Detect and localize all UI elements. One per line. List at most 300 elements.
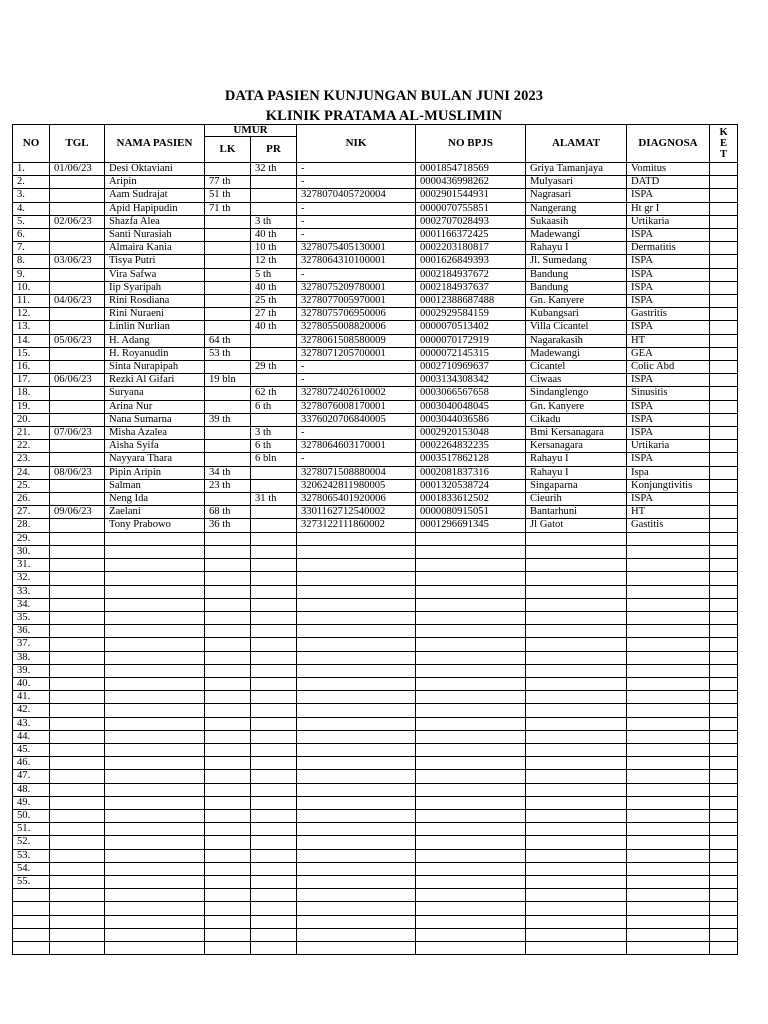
cell-nik: 3278077005970001 [297,295,416,308]
cell-tgl: 06/06/23 [50,374,105,387]
cell-alamat [526,823,627,836]
cell-umur-pr [251,677,297,690]
cell-nik [297,625,416,638]
table-row [13,611,738,624]
cell-diagnosa: ISPA [627,229,710,242]
cell-umur-lk [205,545,251,558]
cell-umur-pr [251,638,297,651]
cell-umur-pr: 6 th [251,440,297,453]
cell-nama-pasien [105,598,205,611]
cell-no-bpjs: 0002929584159 [416,308,526,321]
cell-umur-pr: 29 th [251,361,297,374]
cell-no-bpjs [416,585,526,598]
cell-umur-pr [251,770,297,783]
table-row [13,572,738,585]
cell-alamat [526,611,627,624]
cell-no-bpjs [416,915,526,928]
cell-nik [297,875,416,888]
cell-no-bpjs [416,849,526,862]
cell-ket [710,545,738,558]
cell-tgl [50,559,105,572]
cell-alamat [526,836,627,849]
cell-diagnosa [627,743,710,756]
cell-ket [710,875,738,888]
cell-no [13,915,50,928]
cell-umur-lk [205,691,251,704]
cell-umur-lk [205,308,251,321]
cell-umur-pr [251,743,297,756]
cell-ket [710,757,738,770]
cell-tgl: 09/06/23 [50,506,105,519]
cell-nik [297,611,416,624]
table-row [13,361,738,374]
cell-no-bpjs [416,730,526,743]
cell-nama-pasien [105,783,205,796]
cell-ket [710,295,738,308]
cell-diagnosa: ISPA [627,255,710,268]
cell-umur-lk [205,387,251,400]
cell-no: 45. [13,743,50,756]
cell-nama-pasien [105,743,205,756]
cell-umur-pr [251,625,297,638]
cell-alamat [526,717,627,730]
cell-ket [710,611,738,624]
cell-ket [710,664,738,677]
cell-ket [710,730,738,743]
cell-tgl [50,598,105,611]
cell-umur-pr [251,598,297,611]
cell-no-bpjs [416,770,526,783]
cell-ket [710,941,738,954]
cell-nama-pasien [105,651,205,664]
cell-ket [710,743,738,756]
cell-umur-lk [205,361,251,374]
cell-ket [710,717,738,730]
cell-nama-pasien: Linlin Nurlian [105,321,205,334]
cell-no-bpjs [416,862,526,875]
cell-alamat: Cieurih [526,493,627,506]
cell-diagnosa: Colic Abd [627,361,710,374]
table-row [13,387,738,400]
cell-tgl [50,730,105,743]
cell-nama-pasien: Almaira Kania [105,242,205,255]
cell-tgl [50,651,105,664]
cell-no-bpjs [416,823,526,836]
cell-nama-pasien [105,585,205,598]
cell-alamat: Jl Gatot [526,519,627,532]
cell-no: 21. [13,427,50,440]
cell-alamat: Ciwaas [526,374,627,387]
cell-nik [297,743,416,756]
header-lk: LK [205,137,251,163]
cell-diagnosa: HT [627,506,710,519]
cell-nama-pasien: H. Royanudin [105,347,205,360]
table-row [13,374,738,387]
cell-ket [710,387,738,400]
cell-tgl: 03/06/23 [50,255,105,268]
cell-no: 33. [13,585,50,598]
table-row [13,308,738,321]
cell-umur-pr [251,413,297,426]
table-row [13,796,738,809]
header-tgl: TGL [50,125,105,163]
cell-nik [297,638,416,651]
cell-no-bpjs: 0002184937672 [416,268,526,281]
cell-umur-lk [205,809,251,822]
cell-nama-pasien: Shazfa Alea [105,215,205,228]
cell-no: 47. [13,770,50,783]
cell-no-bpjs: 0001296691345 [416,519,526,532]
cell-nama-pasien [105,611,205,624]
cell-umur-pr: 10 th [251,242,297,255]
cell-ket [710,202,738,215]
cell-diagnosa [627,677,710,690]
cell-no-bpjs: 0002203180817 [416,242,526,255]
cell-nik [297,677,416,690]
cell-nama-pasien [105,717,205,730]
cell-nama-pasien: Rezki Al Gifari [105,374,205,387]
header-alamat: ALAMAT [526,125,627,163]
cell-no: 18. [13,387,50,400]
cell-nik [297,915,416,928]
cell-no: 42. [13,704,50,717]
cell-umur-lk [205,651,251,664]
table-row [13,347,738,360]
cell-tgl: 04/06/23 [50,295,105,308]
cell-nama-pasien [105,902,205,915]
cell-nik: 3206242811980005 [297,479,416,492]
cell-diagnosa: ISPA [627,295,710,308]
cell-diagnosa: HT [627,334,710,347]
cell-no-bpjs [416,651,526,664]
cell-nama-pasien: Apid Hapipudin [105,202,205,215]
cell-nik: - [297,229,416,242]
cell-no: 53. [13,849,50,862]
cell-alamat [526,545,627,558]
cell-alamat: Sukaasih [526,215,627,228]
cell-nik: 3278064310100001 [297,255,416,268]
cell-no: 23. [13,453,50,466]
cell-ket [710,268,738,281]
cell-umur-lk [205,664,251,677]
cell-umur-pr [251,809,297,822]
cell-nama-pasien [105,809,205,822]
cell-ket [710,163,738,176]
table-row [13,757,738,770]
cell-nama-pasien: Misha Azalea [105,427,205,440]
cell-nik [297,757,416,770]
cell-alamat: Cikadu [526,413,627,426]
cell-nik: 3278075706950006 [297,308,416,321]
cell-nama-pasien: Sinta Nurapipah [105,361,205,374]
cell-no: 14. [13,334,50,347]
cell-nik: - [297,374,416,387]
cell-ket [710,783,738,796]
cell-ket [710,519,738,532]
cell-ket [710,677,738,690]
cell-umur-lk: 36 th [205,519,251,532]
cell-umur-pr [251,664,297,677]
header-nama-pasien: NAMA PASIEN [105,125,205,163]
cell-nik: 3278065401920006 [297,493,416,506]
cell-no-bpjs: 0003044036586 [416,413,526,426]
cell-ket [710,229,738,242]
cell-umur-lk [205,823,251,836]
cell-umur-lk: 51 th [205,189,251,202]
cell-umur-pr: 32 th [251,163,297,176]
cell-nik: 3301162712540002 [297,506,416,519]
table-row [13,638,738,651]
cell-umur-lk [205,743,251,756]
cell-alamat [526,677,627,690]
cell-alamat: Madewangi [526,229,627,242]
cell-tgl: 07/06/23 [50,427,105,440]
cell-alamat: Jl. Sumedang [526,255,627,268]
cell-umur-lk [205,400,251,413]
cell-no: 30. [13,545,50,558]
cell-no: 1. [13,163,50,176]
header-pr: PR [251,137,297,163]
cell-diagnosa: ISPA [627,427,710,440]
cell-no-bpjs: 0000072145315 [416,347,526,360]
cell-ket [710,361,738,374]
cell-umur-lk [205,215,251,228]
cell-ket [710,493,738,506]
cell-ket [710,347,738,360]
cell-alamat [526,559,627,572]
cell-umur-lk [205,770,251,783]
patient-table [12,124,738,955]
cell-diagnosa [627,941,710,954]
cell-no: 10. [13,281,50,294]
cell-tgl: 05/06/23 [50,334,105,347]
cell-nik [297,928,416,941]
cell-tgl [50,572,105,585]
cell-alamat [526,730,627,743]
cell-no: 37. [13,638,50,651]
cell-alamat: Bandung [526,268,627,281]
cell-umur-pr [251,730,297,743]
table-row [13,717,738,730]
cell-no: 2. [13,176,50,189]
cell-ket [710,915,738,928]
cell-ket [710,334,738,347]
table-row [13,743,738,756]
cell-no: 39. [13,664,50,677]
cell-nik: 3278070405720004 [297,189,416,202]
cell-umur-pr [251,823,297,836]
cell-umur-lk [205,941,251,954]
cell-nama-pasien [105,862,205,875]
header-diagnosa: DIAGNOSA [627,125,710,163]
cell-nik [297,532,416,545]
cell-alamat [526,585,627,598]
cell-nama-pasien: Arina Nur [105,400,205,413]
cell-diagnosa [627,783,710,796]
cell-nama-pasien: Pipin Aripin [105,466,205,479]
cell-no [13,941,50,954]
cell-no: 55. [13,875,50,888]
table-row [13,849,738,862]
cell-diagnosa [627,889,710,902]
cell-alamat: Bmi Kersanagara [526,427,627,440]
table-row [13,189,738,202]
cell-tgl [50,915,105,928]
cell-nama-pasien [105,691,205,704]
table-row [13,928,738,941]
cell-no-bpjs: 0000436998262 [416,176,526,189]
table-row [13,519,738,532]
table-row [13,400,738,413]
cell-nik [297,862,416,875]
cell-tgl [50,242,105,255]
cell-ket [710,374,738,387]
cell-nik [297,941,416,954]
cell-no: 52. [13,836,50,849]
cell-umur-pr [251,202,297,215]
cell-umur-lk [205,915,251,928]
cell-umur-lk [205,704,251,717]
cell-nik [297,823,416,836]
cell-tgl [50,268,105,281]
cell-no-bpjs [416,743,526,756]
cell-no-bpjs [416,902,526,915]
cell-alamat: Cicantel [526,361,627,374]
cell-diagnosa [627,849,710,862]
cell-ket [710,889,738,902]
cell-umur-pr: 6 bln [251,453,297,466]
table-row [13,281,738,294]
cell-no: 31. [13,559,50,572]
cell-ket [710,532,738,545]
cell-no-bpjs [416,611,526,624]
cell-diagnosa: ISPA [627,374,710,387]
cell-no: 32. [13,572,50,585]
cell-umur-pr: 40 th [251,229,297,242]
cell-umur-lk [205,559,251,572]
cell-diagnosa: Vomitus [627,163,710,176]
cell-no: 34. [13,598,50,611]
cell-diagnosa [627,585,710,598]
cell-umur-lk [205,493,251,506]
cell-no: 46. [13,757,50,770]
cell-diagnosa [627,572,710,585]
table-row [13,545,738,558]
cell-tgl [50,704,105,717]
cell-no-bpjs: 0002081837316 [416,466,526,479]
cell-nik: 3278055008820006 [297,321,416,334]
header-nik: NIK [297,125,416,163]
cell-diagnosa [627,928,710,941]
cell-nik [297,598,416,611]
cell-no-bpjs: 0001626849393 [416,255,526,268]
cell-nama-pasien [105,928,205,941]
cell-ket [710,849,738,862]
cell-alamat [526,889,627,902]
cell-umur-lk [205,611,251,624]
cell-umur-lk [205,902,251,915]
cell-no-bpjs: 0002264832235 [416,440,526,453]
cell-nama-pasien [105,757,205,770]
cell-no: 4. [13,202,50,215]
cell-tgl [50,453,105,466]
cell-diagnosa: ISPA [627,321,710,334]
cell-no-bpjs: 0002184937637 [416,281,526,294]
cell-ket [710,281,738,294]
cell-umur-pr [251,928,297,941]
cell-umur-pr: 40 th [251,321,297,334]
cell-nama-pasien: Tony Prabowo [105,519,205,532]
cell-umur-pr [251,347,297,360]
table-row [13,413,738,426]
cell-alamat [526,743,627,756]
cell-alamat [526,915,627,928]
cell-no-bpjs: 0003134308342 [416,374,526,387]
cell-umur-pr: 3 th [251,427,297,440]
cell-no-bpjs: 00012388687488 [416,295,526,308]
cell-umur-pr [251,836,297,849]
cell-no: 9. [13,268,50,281]
cell-umur-lk [205,229,251,242]
cell-nama-pasien [105,770,205,783]
title-line-1: DATA PASIEN KUNJUNGAN BULAN JUNI 2023 [224,88,544,104]
table-row [13,585,738,598]
cell-ket [710,255,738,268]
cell-ket [710,440,738,453]
cell-no: 11. [13,295,50,308]
cell-umur-lk [205,440,251,453]
cell-nama-pasien: Santi Nurasiah [105,229,205,242]
cell-no-bpjs: 0000070513402 [416,321,526,334]
cell-diagnosa: DATD [627,176,710,189]
cell-diagnosa: ISPA [627,400,710,413]
cell-nik [297,651,416,664]
cell-umur-pr [251,176,297,189]
cell-umur-pr [251,889,297,902]
cell-umur-lk: 64 th [205,334,251,347]
table-row [13,163,738,176]
cell-umur-pr [251,651,297,664]
cell-nik: 3278075209780001 [297,281,416,294]
cell-nama-pasien: Aam Sudrajat [105,189,205,202]
cell-no: 16. [13,361,50,374]
cell-umur-lk: 19 bln [205,374,251,387]
cell-nik: 3278075405130001 [297,242,416,255]
cell-umur-pr [251,585,297,598]
cell-alamat: Sindanglengo [526,387,627,400]
cell-no: 26. [13,493,50,506]
cell-no-bpjs: 0000070755851 [416,202,526,215]
cell-diagnosa: Sinusitis [627,387,710,400]
cell-umur-pr: 27 th [251,308,297,321]
cell-nama-pasien [105,875,205,888]
cell-ket [710,809,738,822]
cell-no-bpjs [416,664,526,677]
cell-ket [710,572,738,585]
cell-alamat: Bandung [526,281,627,294]
cell-umur-lk [205,572,251,585]
cell-nama-pasien: Rini Rosdiana [105,295,205,308]
cell-no-bpjs [416,717,526,730]
cell-diagnosa [627,915,710,928]
cell-tgl [50,321,105,334]
title-line-2: KLINIK PRATAMA AL-MUSLIMIN [265,108,503,124]
cell-umur-pr [251,875,297,888]
cell-no: 5. [13,215,50,228]
cell-alamat [526,664,627,677]
table-row [13,255,738,268]
cell-umur-pr: 62 th [251,387,297,400]
